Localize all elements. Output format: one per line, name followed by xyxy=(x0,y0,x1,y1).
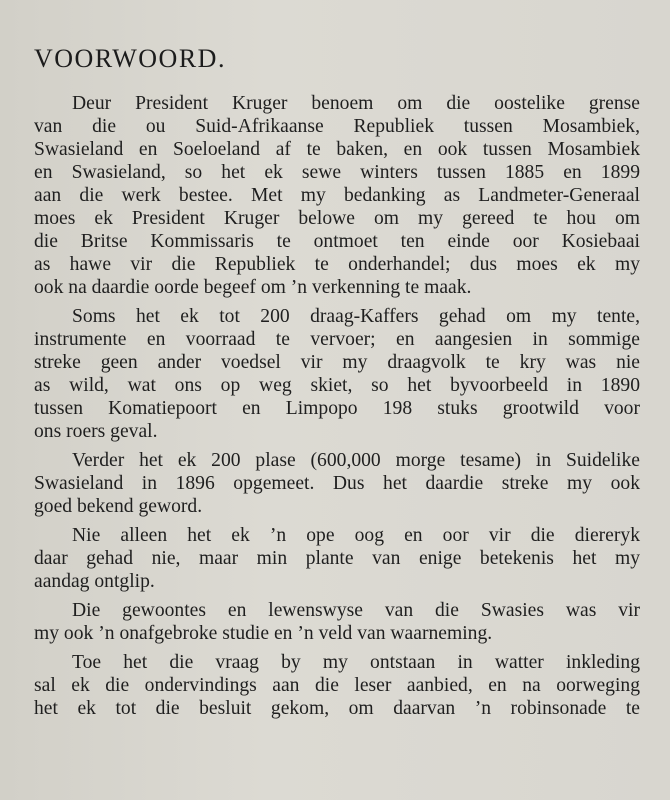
text-line: Verder het ek 200 plase (600,000 morge tesame) in Suidelike xyxy=(72,450,640,471)
text-line: ook na daardie oorde begeef om ’n verkenning te maak. xyxy=(34,277,472,298)
text-line: en Swasieland, so het ek sewe winters tussen 1885 en 1899 xyxy=(34,162,640,183)
text-line: van die ou Suid-Afrikaanse Republiek tussen Mosambiek, xyxy=(34,116,640,137)
text-line: Deur President Kruger benoem om die oostelike grense xyxy=(72,93,640,114)
text-line: aandag ontglip. xyxy=(34,571,155,592)
text-line: Nie alleen het ek ’n ope oog en oor vir die diereryk xyxy=(72,525,640,546)
text-line: Swasieland en Soeloeland af te baken, en ook tussen Mosambiek xyxy=(34,139,640,160)
text-line: die Britse Kommissaris te ontmoet ten einde oor Kosiebaai xyxy=(34,231,640,252)
text-line: Die gewoontes en lewenswyse van die Swasies was vir xyxy=(72,600,640,621)
text-line: ons roers geval. xyxy=(34,421,158,442)
text-line: my ook ’n onafgebroke studie en ’n veld van waarneming. xyxy=(34,623,493,644)
paragraph-4 xyxy=(34,524,640,593)
paragraph-6 xyxy=(34,651,640,720)
text-line: Toe het die vraag by my ontstaan in watter inkleding xyxy=(72,652,640,673)
text-line: as hawe vir die Republiek te onderhandel; dus moes ek my xyxy=(34,254,640,275)
text-line: as wild, wat ons op weg skiet, so het byvoorbeeld in 1890 xyxy=(34,375,640,396)
text-line: sal ek die ondervindings aan die leser aanbied, en na oorweging xyxy=(34,675,640,696)
paragraph-1 xyxy=(34,92,640,299)
text-line: Soms het ek tot 200 draag-Kaffers gehad om my tente, xyxy=(72,306,640,327)
text-line: daar gehad nie, maar min plante van enige betekenis het my xyxy=(34,548,640,569)
text-line: tussen Komatiepoort en Limpopo 198 stuks grootwild voor xyxy=(34,398,640,419)
paragraph-2 xyxy=(34,305,640,443)
text-line: goed bekend geword. xyxy=(34,496,203,517)
page-title: VOORWOORD. xyxy=(34,44,226,73)
text-line: het ek tot die besluit gekom, om daarvan ’n robinsonade te xyxy=(34,698,640,719)
page-body xyxy=(34,92,640,726)
text-line: instrumente en voorraad te vervoer; en aangesien in sommige xyxy=(34,329,640,350)
text-line: streke geen ander voedsel vir my draagvolk te kry was nie xyxy=(34,352,640,373)
text-line: moes ek President Kruger belowe om my gereed te hou om xyxy=(34,208,640,229)
text-line: Swasieland in 1896 opgemeet. Dus het daardie streke my ook xyxy=(34,473,640,494)
text-line: aan die werk bestee. Met my bedanking as Landmeter-Generaal xyxy=(34,185,640,206)
paragraph-3 xyxy=(34,449,640,518)
paragraph-5 xyxy=(34,599,640,645)
